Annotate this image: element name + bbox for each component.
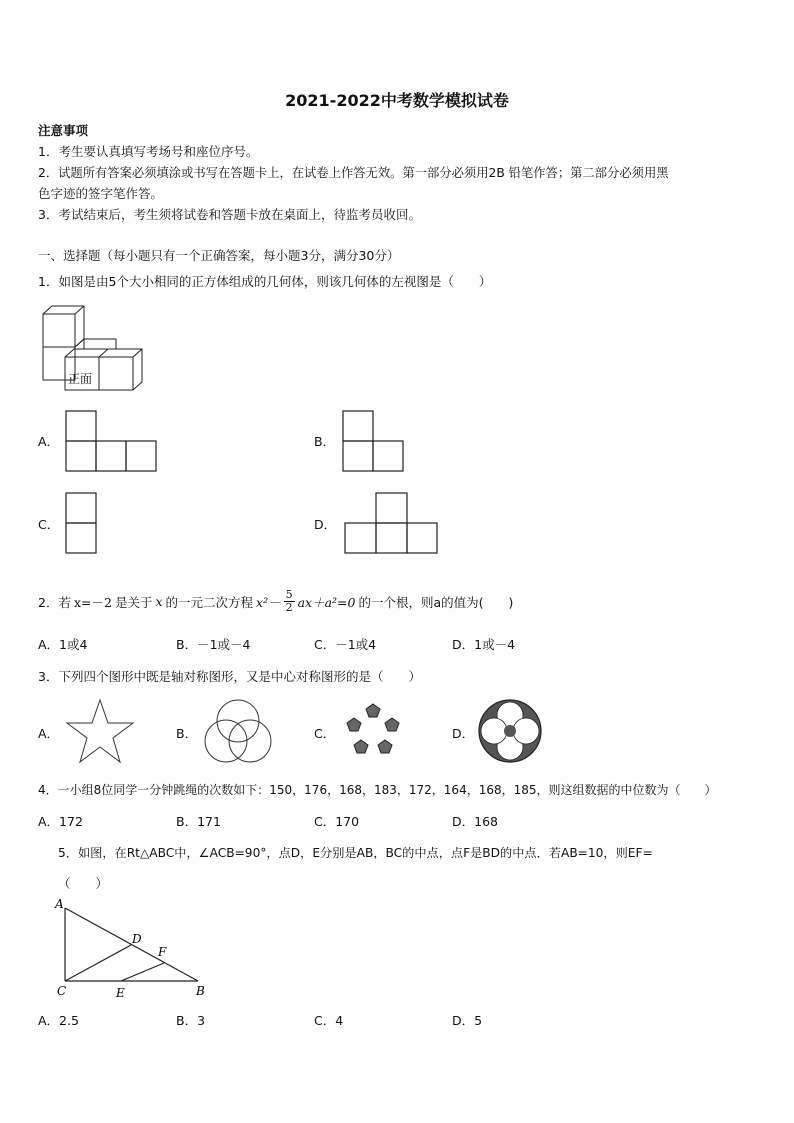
q3-option-c-label[interactable]: C． [314,726,336,741]
q4-option-c[interactable]: C．170 [314,814,360,829]
q5-label-e: E [116,986,125,1000]
q5-label-d: D [132,932,142,946]
q2-option-c[interactable]: C．－1或4 [314,637,377,652]
q1-option-a-figure [65,410,157,472]
notice-heading: 注意事项 [38,123,89,138]
q2-frac-den: 2 [285,601,293,614]
q4-option-d[interactable]: D．168 [452,814,498,829]
q2-option-a[interactable]: A．1或4 [38,637,88,652]
q3-option-d-label[interactable]: D． [452,726,475,741]
q3-stem: 3．下列四个图形中既是轴对称图形，又是中心对称图形的是（ ） [38,669,421,684]
q2-var: x [155,594,163,609]
q1-stem: 1．如图是由5个大小相同的正方体组成的几何体，则该几何体的左视图是（ ） [38,274,492,289]
q5-label-c: C [57,984,67,998]
q2-condition: x=－2 [73,594,112,610]
q1-option-b-label[interactable]: B． [314,434,336,449]
q2-mid2: 的一元二次方程 [165,594,254,610]
q1-option-c-figure [65,492,97,554]
section-heading: 一、选择题（每小题只有一个正确答案，每小题3分，满分30分） [38,248,400,263]
q5-option-d[interactable]: D．5 [452,1013,483,1028]
q1-option-c-label[interactable]: C． [38,517,60,532]
q3-option-b-three-circles-icon [202,697,274,765]
q3-option-a-star-icon [64,698,136,764]
q2-stem [38,589,513,614]
q2-eq-right: ax＋a²=0 [297,594,356,610]
q3-option-b-label[interactable]: B． [176,726,198,741]
exam-title: 2021-2022中考数学模拟试卷 [285,91,509,110]
q1-option-d-figure [344,492,438,554]
q2-option-b[interactable]: B．－1或－4 [176,637,251,652]
q5-option-a[interactable]: A．2.5 [38,1013,79,1028]
q2-option-d[interactable]: D．1或－4 [452,637,516,652]
notice-item-2: 2．试题所有答案必须填涂或书写在答题卡上，在试卷上作答无效。第一部分必须用2B 铅笔作答；第二部分必须用黑 [38,166,669,180]
q2-mid: 是关于 [114,594,153,610]
q2-prefix: 2．若 [38,594,71,610]
q1-solid-figure [40,302,150,390]
q3-option-c-pentagons-icon [342,700,404,760]
q5-option-c[interactable]: C．4 [314,1013,344,1028]
q1-option-b-figure [342,410,404,472]
q4-stem: 4．一小组8位同学一分钟跳绳的次数如下：150，176，168，183，172，164，168，185，则这组数据的中位数为（ ） [38,783,717,797]
q5-label-f: F [158,945,167,959]
q3-option-a-label[interactable]: A． [38,726,60,741]
q1-option-d-label[interactable]: D． [314,517,337,532]
q5-label-a: A [55,897,64,911]
q2-suffix: 的一个根，则a的值为( ) [358,594,514,610]
q1-front-label: 正面 [68,372,93,386]
q5-option-b[interactable]: B．3 [176,1013,206,1028]
q3-option-d-circle-petals-icon [476,697,544,765]
notice-item-3: 3．考试结束后，考生须将试卷和答题卡放在桌面上，待监考员收回。 [38,207,421,222]
q5-stem: 5．如图，在Rt△ABC中，∠ACB=90°，点D，E分别是AB，BC的中点，点F是BD的中点．若AB=10，则EF= [58,846,653,860]
q5-label-b: B [196,984,205,998]
q2-fraction [284,589,295,614]
q5-paren: （ ） [58,876,109,891]
notice-item-2-cont: 色字迹的签字笔作答。 [38,186,164,201]
q1-option-a-label[interactable]: A． [38,434,60,449]
q2-eq-left: x²－ [256,594,281,610]
q2-frac-num: 5 [285,588,293,601]
q5-triangle-figure [52,896,212,1000]
notice-item-1: 1．考生要认真填写考场号和座位序号。 [38,144,259,159]
q4-option-b[interactable]: B．171 [176,814,221,829]
q4-option-a[interactable]: A．172 [38,814,83,829]
